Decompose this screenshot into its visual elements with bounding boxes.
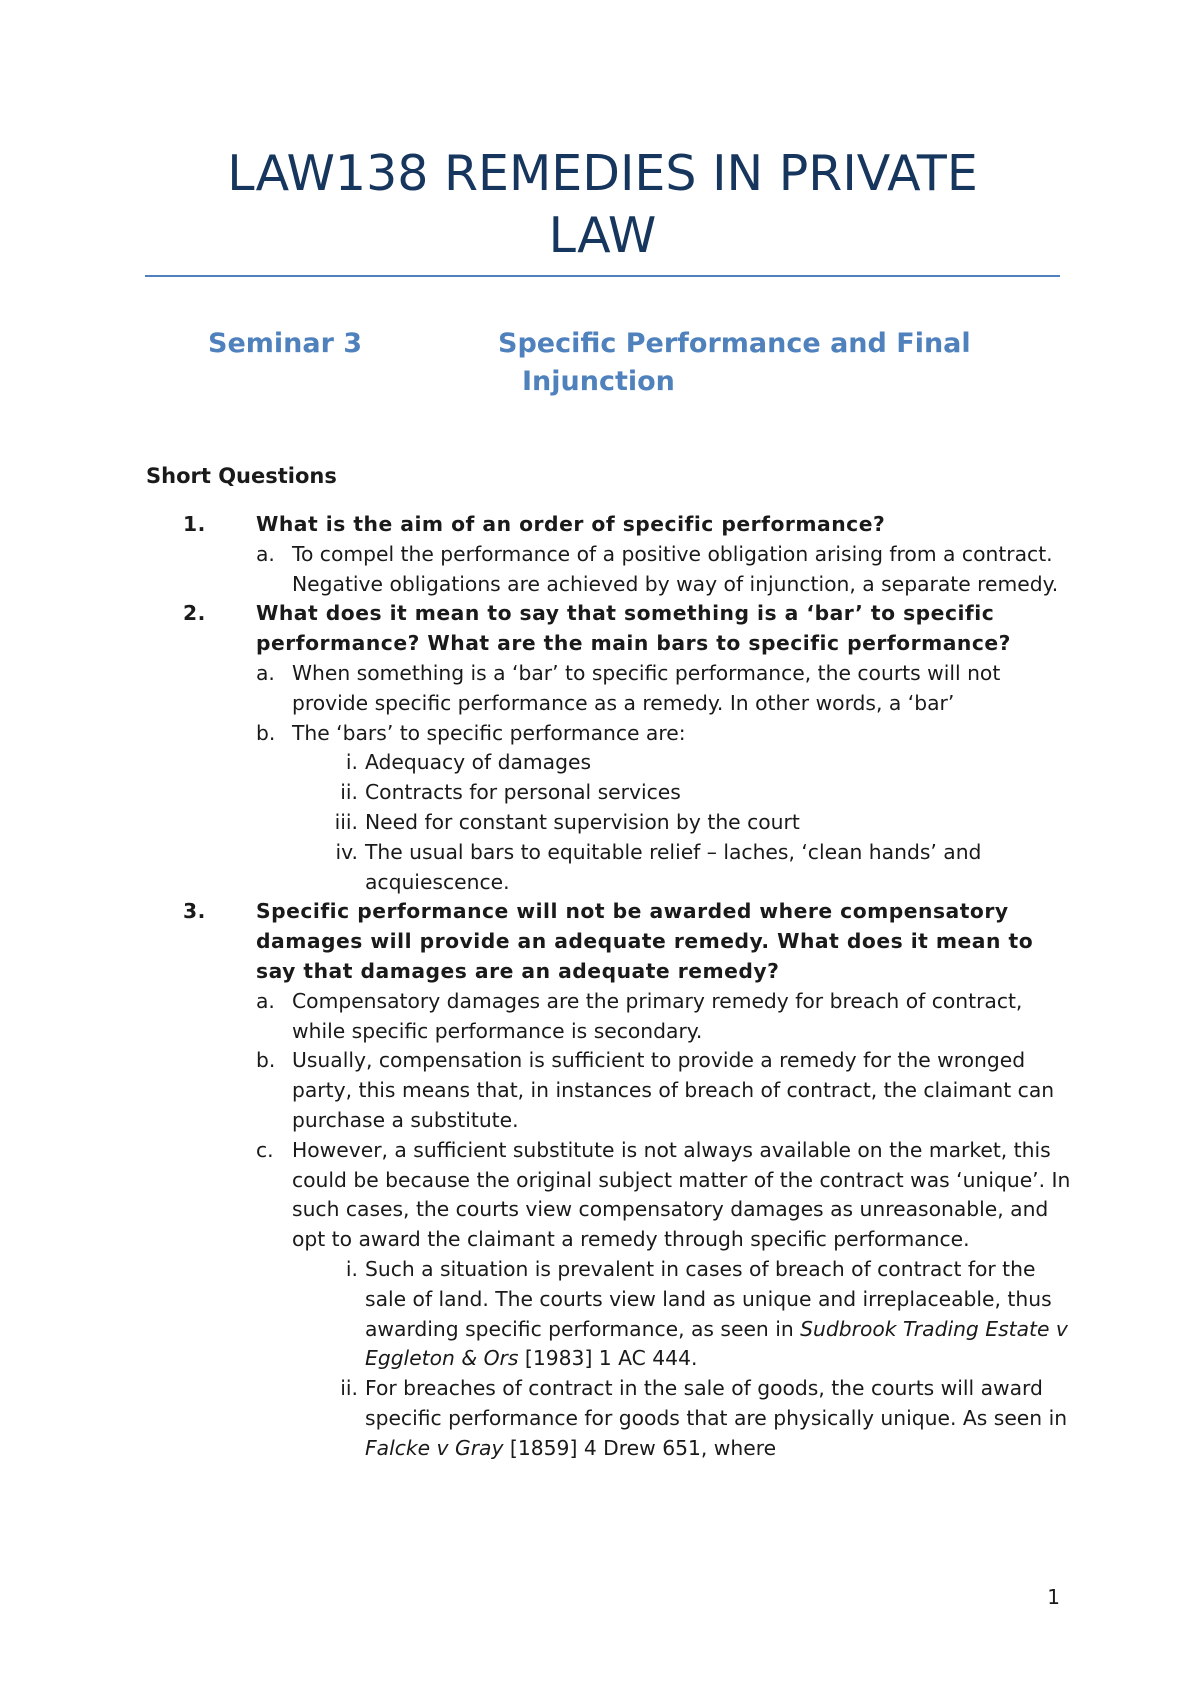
answer-marker: b.: [256, 720, 276, 745]
seminar-title: [498, 325, 1038, 401]
question-text: What does it mean to say that something is a ‘bar’ to specific performance? What are the main bars to specific performance?: [256, 601, 1011, 656]
answer-item: [0, 659, 1200, 719]
question-text: What is the aim of an order of specific performance?: [256, 512, 886, 536]
answer-text: When something is a ‘bar’ to specific performance, the courts will not provide specific performance as a remedy. In other words, a ‘bar’: [292, 660, 1001, 715]
answer-marker: a.: [256, 660, 275, 685]
sub-answer-marker: ii.: [340, 1376, 358, 1401]
answer-item: [0, 1136, 1200, 1255]
answer-item: [0, 719, 1200, 749]
sub-answer-item: [0, 748, 1200, 778]
answer-text: However, a sufficient substitute is not always available on the market, this could be because the original subject matter of the contract was ‘unique’. In such cases, the courts view compensatory damages as unreasonable, and opt to award the claimant a remedy through specific performance.: [292, 1137, 1071, 1252]
sub-answer-text-before: For breaches of contract in the sale of goods, the courts will award specific performance for goods that are physically unique. As seen in: [365, 1376, 1068, 1430]
answer-text: The ‘bars’ to specific performance are:: [292, 720, 686, 745]
question-number: 2.: [183, 601, 206, 626]
seminar-number: Seminar 3: [208, 328, 363, 359]
answer-marker: b.: [256, 1048, 276, 1073]
section-heading: Short Questions: [146, 464, 337, 488]
title-underline-rule: [145, 275, 1060, 277]
document-title: [145, 143, 1060, 267]
answer-text: Compensatory damages are the primary remedy for breach of contract, while specific performance is secondary.: [292, 988, 1023, 1043]
question-number: 3.: [183, 899, 206, 924]
document-title-line-1: LAW138 REMEDIES IN PRIVATE: [227, 145, 978, 202]
question-item: [0, 599, 1200, 659]
case-name: Falcke v Gray: [365, 1435, 504, 1460]
question-item: [0, 897, 1200, 986]
answer-marker: c.: [256, 1137, 274, 1162]
answer-item: [0, 987, 1200, 1047]
seminar-title-line-2: Injunction: [522, 366, 675, 397]
question-item: [0, 510, 1200, 540]
sub-answer-text: The usual bars to equitable relief – laches, ‘clean hands’ and acquiescence.: [365, 839, 982, 894]
sub-answer-text: Adequacy of damages: [365, 750, 592, 775]
answer-marker: a.: [256, 541, 275, 566]
document-title-line-2: LAW: [548, 207, 657, 264]
sub-answer-text: Contracts for personal services: [365, 780, 681, 805]
case-name: Sudbrook Trading Estate v Eggleton & Ors: [365, 1316, 1068, 1371]
sub-answer-marker: iii.: [334, 809, 358, 834]
answer-item: [0, 1046, 1200, 1135]
questions-list: [0, 510, 1200, 1464]
sub-answer-marker: i.: [345, 1256, 358, 1281]
answer-text: Usually, compensation is sufficient to provide a remedy for the wronged party, this means that, in instances of breach of contract, the claimant can purchase a substitute.: [292, 1048, 1055, 1132]
answer-text: To compel the performance of a positive obligation arising from a contract. Negative obligations are achieved by way of injunction, a separate remedy.: [292, 541, 1059, 596]
sub-answer-text: Need for constant supervision by the court: [365, 809, 800, 834]
answer-item: [0, 540, 1200, 600]
sub-answer-item: [0, 1255, 1200, 1374]
sub-answer-item: [0, 1374, 1200, 1463]
sub-answer-marker: iv.: [335, 839, 358, 864]
sub-answer-text-after: [1859] 4 Drew 651, where: [503, 1435, 777, 1460]
sub-answer-item: [0, 838, 1200, 898]
sub-answer-text-after: [1983] 1 AC 444.: [518, 1346, 698, 1371]
sub-answer-item: [0, 778, 1200, 808]
question-number: 1.: [183, 512, 206, 536]
question-text: Specific performance will not be awarded where compensatory damages will provide an adequate remedy. What does it mean to say that damages are an adequate remedy?: [256, 899, 1034, 983]
answer-marker: a.: [256, 988, 275, 1013]
sub-answer-item: [0, 808, 1200, 838]
seminar-title-line-1: Specific Performance and Final: [498, 328, 971, 359]
page-number: 1: [1047, 1585, 1060, 1609]
sub-answer-marker: ii.: [340, 780, 358, 805]
sub-answer-marker: i.: [345, 750, 358, 775]
sub-answer-text-before: Such a situation is prevalent in cases of breach of contract for the sale of land. The courts view land as unique and irreplaceable, thus awarding specific performance, as seen in: [365, 1256, 1052, 1341]
